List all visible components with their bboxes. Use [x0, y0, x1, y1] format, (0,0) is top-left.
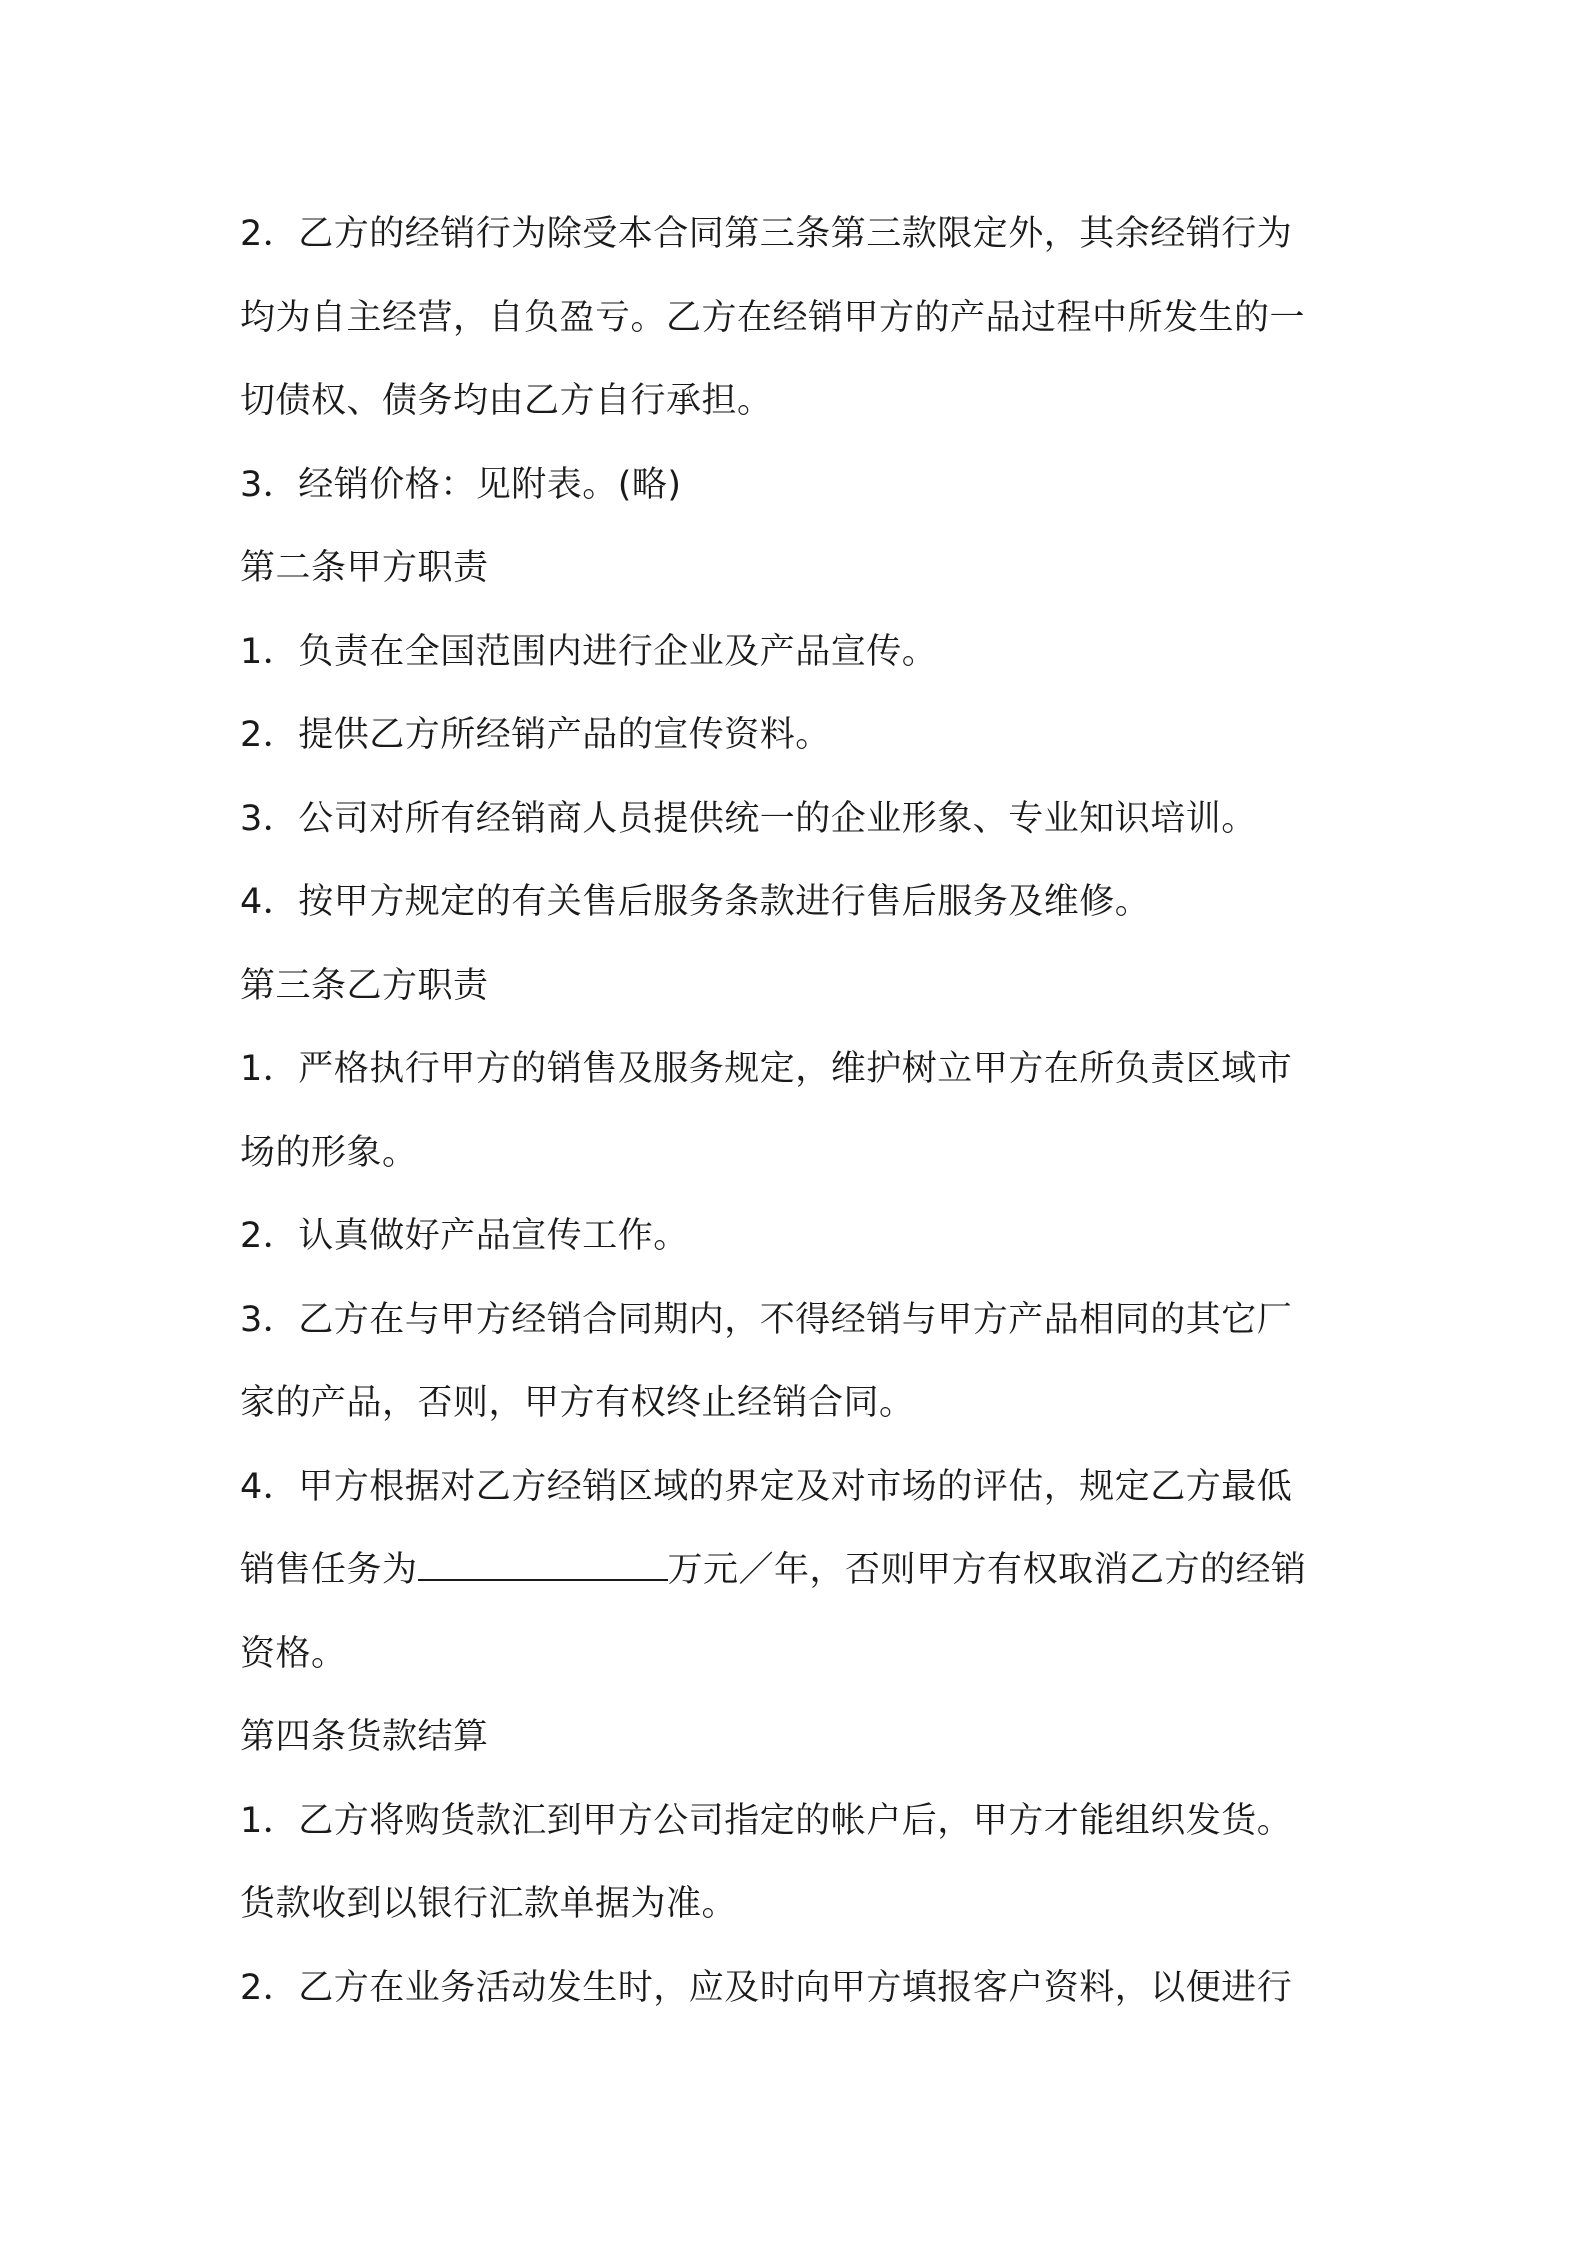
text-line: 资格。: [240, 1633, 347, 1674]
text-line: 2．乙方的经销行为除受本合同第三条第三款限定外，其余经销行为: [240, 214, 1293, 254]
sales-task-suffix: 万元／年，否则甲方有权取消乙方的经销: [667, 1550, 1307, 1590]
text-line: 1．严格执行甲方的销售及服务规定，维护树立甲方在所负责区域市: [240, 1049, 1293, 1089]
text-line: 3．经销价格：见附表。(略): [240, 464, 682, 505]
text-line: 场的形象。: [240, 1132, 418, 1173]
text-line: 2．提供乙方所经销产品的宣传资料。: [240, 715, 831, 755]
text-line: 3．公司对所有经销商人员提供统一的企业形象、专业知识培训。: [240, 798, 1257, 839]
sales-task-prefix: 销售任务为: [240, 1550, 418, 1590]
text-line: 4．按甲方规定的有关售后服务条款进行售后服务及维修。: [240, 882, 1151, 922]
document-body: [240, 193, 1360, 2030]
text-line: 4．甲方根据对乙方经销区域的界定及对市场的评估，规定乙方最低: [240, 1466, 1293, 1507]
text-line: 货款收到以银行汇款单据为准。: [240, 1884, 738, 1924]
text-line: 1．乙方将购货款汇到甲方公司指定的帐户后，甲方才能组织发货。: [240, 1800, 1293, 1841]
section-heading-article-4: 第四条货款结算: [240, 1717, 489, 1757]
section-heading-article-2: 第二条甲方职责: [240, 548, 489, 588]
text-line: 3．乙方在与甲方经销合同期内，不得经销与甲方产品相同的其它厂: [240, 1299, 1293, 1340]
text-line: 2．乙方在业务活动发生时，应及时向甲方填报客户资料，以便进行: [240, 1967, 1293, 2008]
text-line: 家的产品，否则，甲方有权终止经销合同。: [240, 1383, 915, 1423]
text-line: 切债权、债务均由乙方自行承担。: [240, 381, 773, 421]
text-line: 2．认真做好产品宣传工作。: [240, 1216, 689, 1256]
section-heading-article-3: 第三条乙方职责: [240, 965, 489, 1006]
sales-task-line: [240, 1529, 1360, 1613]
sales-task-blank-field[interactable]: [418, 1551, 668, 1581]
text-line: 均为自主经营，自负盈亏。乙方在经销甲方的产品过程中所发生的一: [240, 297, 1306, 338]
text-line: 1．负责在全国范围内进行企业及产品宣传。: [240, 631, 938, 672]
